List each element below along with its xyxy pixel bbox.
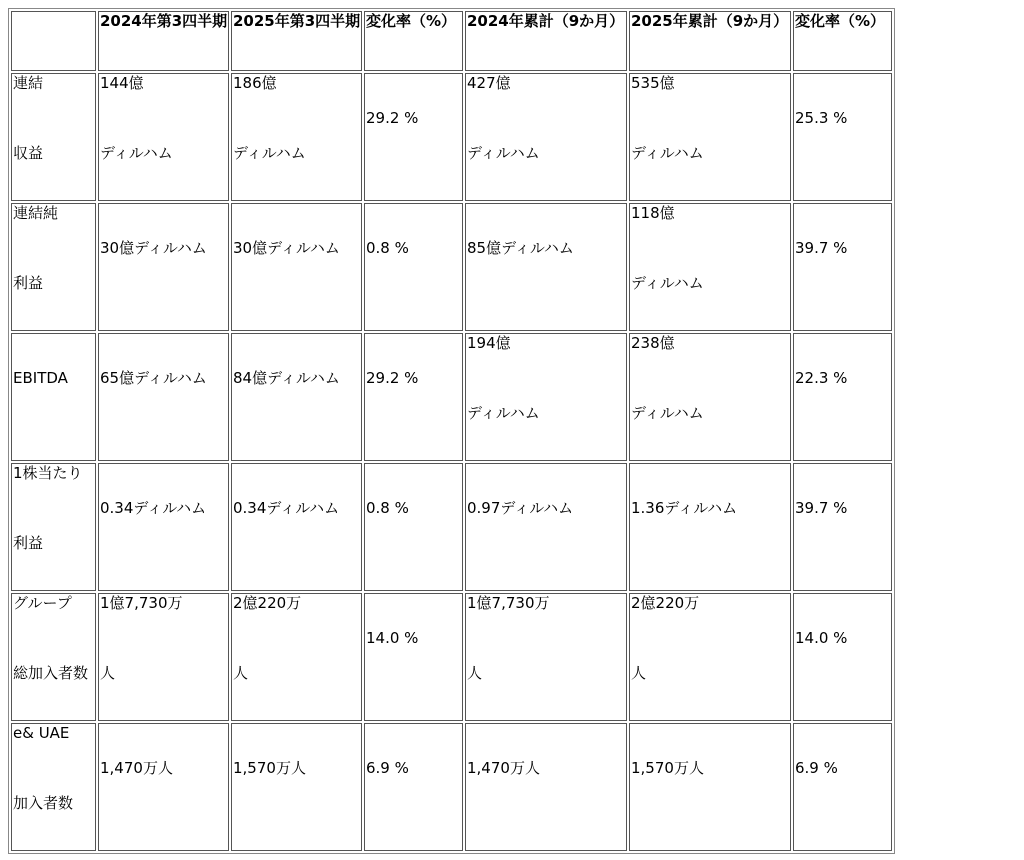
cell-content: [13, 334, 95, 460]
cell-value: 29.2 %: [366, 109, 419, 127]
cell-line-1: 2億220万: [233, 594, 302, 612]
cell-line-spacer: [13, 241, 95, 276]
row-label-cell: [11, 333, 96, 461]
cell-value: 1.36ディルハム: [631, 499, 738, 517]
cell-line-2: ディルハム: [100, 144, 173, 162]
cell-line-spacer: [100, 111, 228, 146]
cell-value: 30億ディルハム: [233, 239, 340, 257]
cell-content: [467, 74, 626, 200]
cell-content: [467, 334, 626, 460]
cell-line-1: 194億: [467, 334, 511, 352]
cell-line-1: 118億: [631, 204, 675, 222]
cell-content: [13, 204, 95, 330]
cell-line-spacer: [631, 111, 790, 146]
cell-content: [233, 594, 361, 720]
cell-line-spacer: [467, 111, 626, 146]
table-cell: [465, 203, 627, 331]
cell-line-2: 加入者数: [13, 794, 74, 812]
header-cell-ytd-2024: 2024年累計（9か月）: [465, 11, 627, 71]
row-label-cell: [11, 463, 96, 591]
cell-content: [631, 204, 790, 330]
table-cell: [793, 593, 892, 721]
cell-content: [366, 204, 462, 330]
cell-content: [366, 74, 462, 200]
cell-content: [100, 334, 228, 460]
cell-content: [795, 334, 891, 460]
cell-line-1: 238億: [631, 334, 675, 352]
table-cell: [98, 723, 229, 851]
cell-line-2: 人: [100, 664, 116, 682]
table-cell: [364, 333, 463, 461]
cell-content: [795, 594, 891, 720]
row-label-cell: [11, 203, 96, 331]
cell-line-2: ディルハム: [631, 274, 704, 292]
cell-value: 1,570万人: [631, 759, 704, 777]
table-cell: [465, 593, 627, 721]
cell-value: 1,570万人: [233, 759, 306, 777]
header-cell-empty: [11, 11, 96, 71]
table-cell: [364, 463, 463, 591]
cell-content: [366, 594, 462, 720]
cell-line-spacer: [13, 111, 95, 146]
header-row: [11, 11, 892, 71]
cell-content: [631, 74, 790, 200]
table-cell: [364, 203, 463, 331]
table-cell: [465, 73, 627, 201]
table-row-earnings-per-share: [11, 463, 892, 591]
cell-content: [631, 334, 790, 460]
cell-content: [467, 594, 626, 720]
cell-value: 30億ディルハム: [100, 239, 207, 257]
cell-value: 84億ディルハム: [233, 369, 340, 387]
table-cell: [364, 593, 463, 721]
table-cell: [793, 203, 892, 331]
cell-line-2: 利益: [13, 534, 44, 552]
cell-line-2: 収益: [13, 144, 44, 162]
cell-line-1: 535億: [631, 74, 675, 92]
table-cell: [231, 73, 362, 201]
cell-content: [100, 464, 228, 590]
cell-line-2: 利益: [13, 274, 44, 292]
cell-content: [233, 464, 361, 590]
table-cell: [629, 203, 791, 331]
cell-content: [233, 724, 361, 850]
cell-content: [366, 334, 462, 460]
cell-content: [13, 724, 95, 850]
table-cell: [793, 723, 892, 851]
table-cell: [231, 203, 362, 331]
header-cell-q3-2025: 2025年第3四半期: [231, 11, 362, 71]
cell-line-2: ディルハム: [467, 144, 540, 162]
table-cell: [465, 333, 627, 461]
cell-line-spacer: [13, 761, 95, 796]
table-row-consolidated-net-profit: [11, 203, 892, 331]
table-row-consolidated-revenue: [11, 73, 892, 201]
cell-value: 0.97ディルハム: [467, 499, 574, 517]
cell-value: 14.0 %: [795, 629, 848, 647]
table-cell: [629, 723, 791, 851]
cell-value: 1,470万人: [100, 759, 173, 777]
cell-line-spacer: [13, 631, 95, 666]
cell-value: 39.7 %: [795, 499, 848, 517]
table-cell: [98, 73, 229, 201]
cell-line-spacer: [631, 631, 790, 666]
cell-value: 6.9 %: [795, 759, 838, 777]
cell-value: 0.8 %: [366, 499, 409, 517]
row-label-cell: [11, 593, 96, 721]
cell-line-spacer: [631, 241, 790, 276]
cell-content: [233, 334, 361, 460]
table-cell: [629, 593, 791, 721]
table-cell: [98, 333, 229, 461]
cell-line-2: 総加入者数: [13, 664, 89, 682]
cell-content: [233, 204, 361, 330]
cell-line-2: ディルハム: [631, 404, 704, 422]
table-cell: [629, 463, 791, 591]
cell-content: [100, 724, 228, 850]
cell-content: [233, 74, 361, 200]
header-cell-change-quarter: 変化率（%）: [364, 11, 463, 71]
cell-value: 65億ディルハム: [100, 369, 207, 387]
cell-content: [100, 204, 228, 330]
cell-value: 6.9 %: [366, 759, 409, 777]
cell-content: [366, 724, 462, 850]
cell-value: 22.3 %: [795, 369, 848, 387]
cell-value: 0.34ディルハム: [100, 499, 207, 517]
table-cell: [98, 203, 229, 331]
table-cell: [98, 593, 229, 721]
cell-line-1: 連結: [13, 74, 44, 92]
cell-line-2: ディルハム: [467, 404, 540, 422]
cell-line-1: 連結純: [13, 204, 59, 222]
cell-line-spacer: [13, 501, 95, 536]
header-cell-q3-2024: 2024年第3四半期: [98, 11, 229, 71]
table-cell: [231, 463, 362, 591]
cell-line-1: 427億: [467, 74, 511, 92]
cell-value: 0.8 %: [366, 239, 409, 257]
table-cell: [465, 463, 627, 591]
cell-content: [795, 74, 891, 200]
table-cell: [98, 463, 229, 591]
table-cell: [629, 333, 791, 461]
cell-value: 1,470万人: [467, 759, 540, 777]
cell-line-1: 1株当たり: [13, 464, 83, 482]
cell-line-1: 1億7,730万: [100, 594, 183, 612]
cell-value: 14.0 %: [366, 629, 419, 647]
cell-content: [467, 464, 626, 590]
cell-content: [100, 594, 228, 720]
table-row-eand-uae-subscribers: [11, 723, 892, 851]
table-cell: [629, 73, 791, 201]
row-label-cell: [11, 723, 96, 851]
cell-content: [467, 204, 626, 330]
table-row-group-total-subscribers: [11, 593, 892, 721]
cell-value: 39.7 %: [795, 239, 848, 257]
financial-results-table: [8, 8, 895, 854]
cell-line-2: 人: [467, 664, 483, 682]
cell-line-spacer: [233, 111, 361, 146]
cell-value: EBITDA: [13, 369, 68, 387]
cell-content: [795, 724, 891, 850]
table-cell: [793, 333, 892, 461]
cell-content: [13, 594, 95, 720]
table-cell: [364, 723, 463, 851]
table-row-ebitda: [11, 333, 892, 461]
cell-line-spacer: [467, 371, 626, 406]
cell-content: [467, 724, 626, 850]
table-cell: [793, 73, 892, 201]
cell-content: [795, 204, 891, 330]
cell-value: 0.34ディルハム: [233, 499, 340, 517]
cell-line-2: 人: [631, 664, 647, 682]
table-cell: [793, 463, 892, 591]
cell-line-spacer: [100, 631, 228, 666]
cell-content: [13, 74, 95, 200]
table-cell: [465, 723, 627, 851]
cell-content: [13, 464, 95, 590]
cell-value: 85億ディルハム: [467, 239, 574, 257]
table-cell: [231, 333, 362, 461]
cell-content: [631, 724, 790, 850]
cell-value: 25.3 %: [795, 109, 848, 127]
cell-line-spacer: [631, 371, 790, 406]
cell-line-1: 1億7,730万: [467, 594, 550, 612]
cell-line-2: 人: [233, 664, 249, 682]
cell-line-spacer: [467, 631, 626, 666]
cell-line-1: グループ: [13, 594, 72, 612]
cell-line-1: e& UAE: [13, 724, 70, 742]
cell-content: [100, 74, 228, 200]
header-cell-ytd-2025: 2025年累計（9か月）: [629, 11, 791, 71]
cell-line-1: 2億220万: [631, 594, 700, 612]
cell-content: [631, 464, 790, 590]
table-cell: [364, 73, 463, 201]
cell-line-1: 144億: [100, 74, 144, 92]
row-label-cell: [11, 73, 96, 201]
table-cell: [231, 723, 362, 851]
table-cell: [231, 593, 362, 721]
cell-value: 29.2 %: [366, 369, 419, 387]
cell-line-2: ディルハム: [233, 144, 306, 162]
cell-line-spacer: [233, 631, 361, 666]
cell-line-1: 186億: [233, 74, 277, 92]
cell-content: [795, 464, 891, 590]
cell-line-2: ディルハム: [631, 144, 704, 162]
header-cell-change-ytd: 変化率（%）: [793, 11, 892, 71]
cell-content: [366, 464, 462, 590]
cell-content: [631, 594, 790, 720]
